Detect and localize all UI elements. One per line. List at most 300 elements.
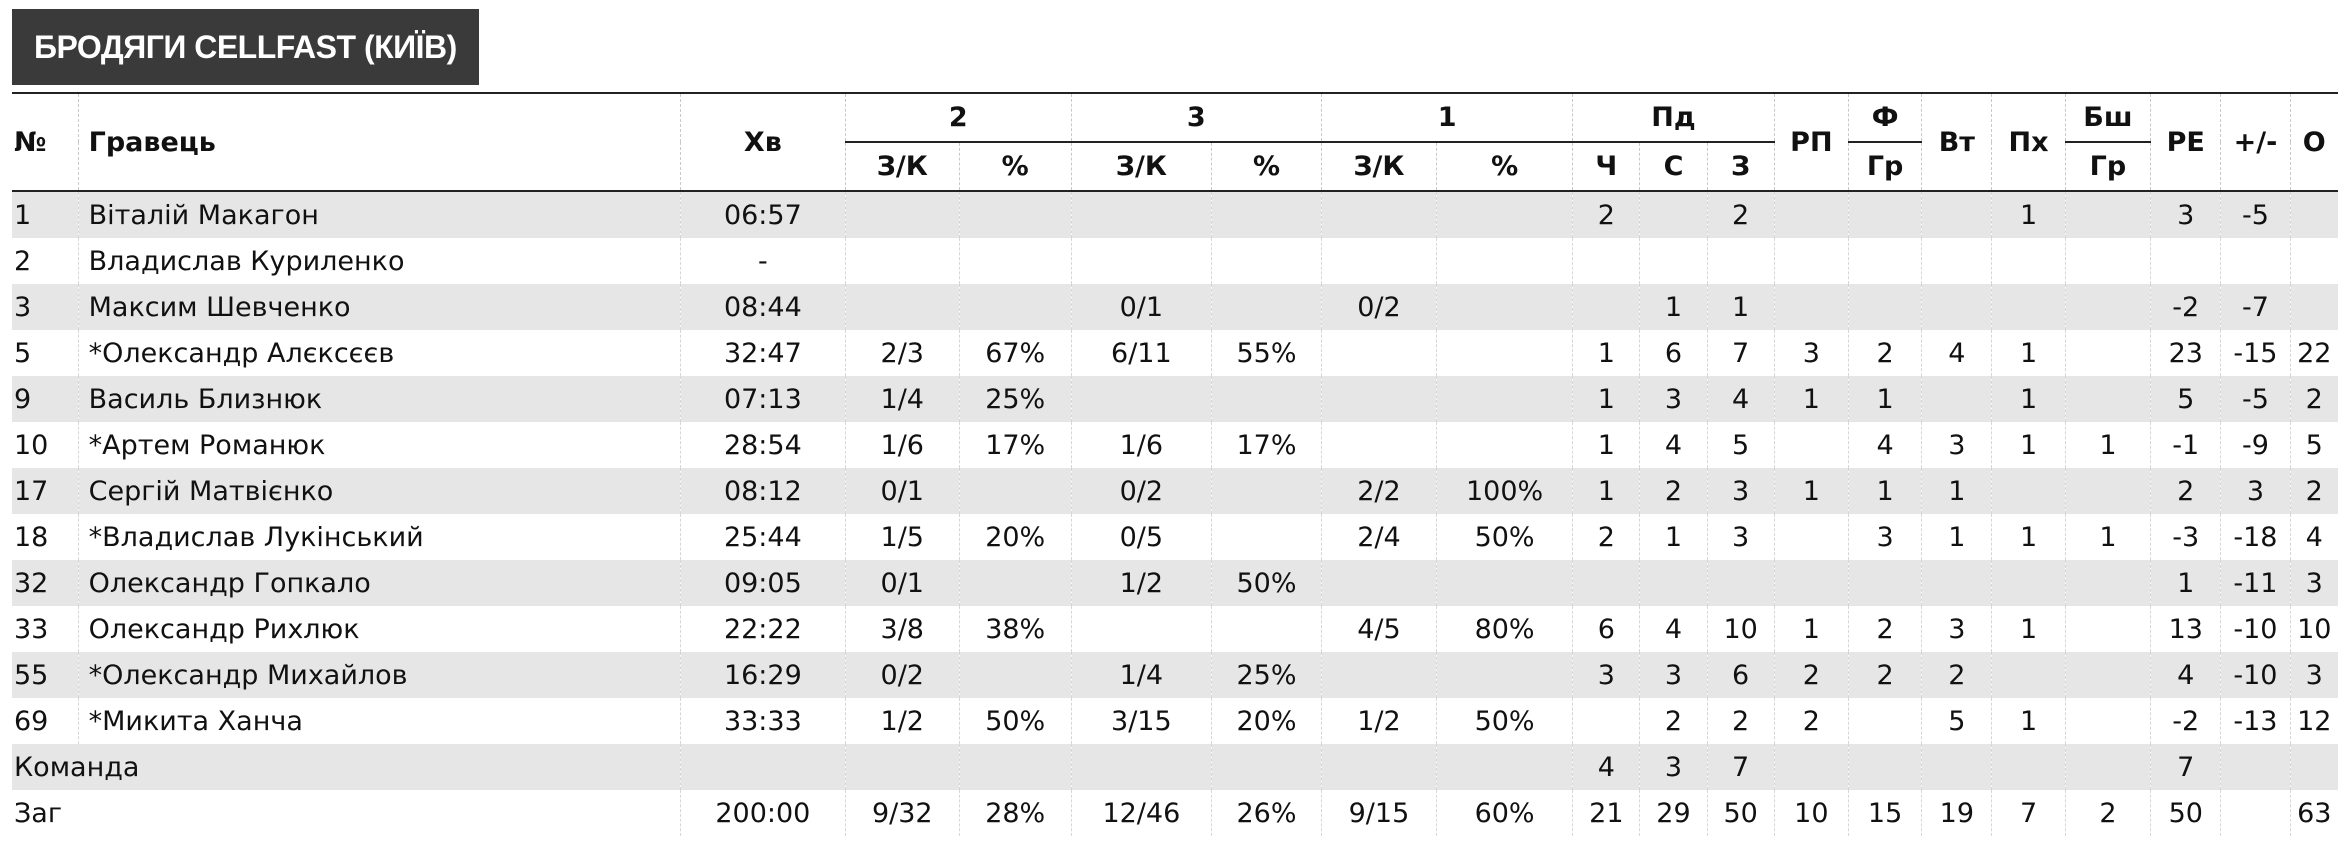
stat-pf: 1 — [1848, 376, 1921, 422]
stat-ft — [1321, 330, 1436, 376]
stat-fg2p — [959, 468, 1071, 514]
table-body — [12, 191, 2338, 836]
stat-stl: 7 — [1992, 790, 2065, 836]
stat-blk: 2 — [2065, 790, 2150, 836]
stat-pts: 5 — [2290, 422, 2338, 468]
player-row — [12, 284, 2338, 330]
stat-fg2p — [959, 744, 1071, 790]
stat-eff: 7 — [2151, 744, 2221, 790]
stat-blk — [2065, 330, 2150, 376]
player-row — [12, 652, 2338, 698]
player-number: 10 — [12, 422, 78, 468]
stat-fg2p — [959, 191, 1071, 238]
stat-fg2: 0/1 — [845, 560, 959, 606]
stat-fg3p — [1212, 744, 1322, 790]
stat-pts: 22 — [2290, 330, 2338, 376]
stat-fg2: 3/8 — [845, 606, 959, 652]
stat-oreb — [1573, 560, 1640, 606]
stat-to — [1922, 744, 1992, 790]
stat-eff: -3 — [2151, 514, 2221, 560]
stat-fg2p — [959, 652, 1071, 698]
stat-ftp — [1436, 744, 1572, 790]
stat-ftp — [1436, 560, 1572, 606]
stat-stl: 1 — [1992, 698, 2065, 744]
stat-dreb: 3 — [1640, 376, 1707, 422]
col-reb-s: С — [1640, 142, 1707, 191]
stat-oreb: 1 — [1573, 330, 1640, 376]
stat-ft — [1321, 376, 1436, 422]
stat-eff: 2 — [2151, 468, 2221, 514]
player-number: 17 — [12, 468, 78, 514]
stat-eff: 1 — [2151, 560, 2221, 606]
col-reb-ch: Ч — [1573, 142, 1640, 191]
stat-pf: 4 — [1848, 422, 1921, 468]
col-min: Хв — [680, 93, 845, 191]
stat-oreb: 1 — [1573, 422, 1640, 468]
stat-blk — [2065, 238, 2150, 284]
stat-oreb: 3 — [1573, 652, 1640, 698]
stat-pf — [1848, 191, 1921, 238]
stat-pts: 3 — [2290, 560, 2338, 606]
stat-pm: -5 — [2221, 191, 2290, 238]
stat-oreb: 1 — [1573, 468, 1640, 514]
stat-pm — [2221, 790, 2290, 836]
stat-eff: -2 — [2151, 284, 2221, 330]
stat-to: 4 — [1922, 330, 1992, 376]
stat-fg2: 0/1 — [845, 468, 959, 514]
stat-min — [680, 744, 845, 790]
col-ft-made-att: З/К — [1321, 142, 1436, 191]
col-3pt-made-att: З/К — [1071, 142, 1211, 191]
stat-ftp — [1436, 330, 1572, 376]
stat-reb: 2 — [1707, 698, 1774, 744]
stat-blk — [2065, 284, 2150, 330]
stat-pm: -7 — [2221, 284, 2290, 330]
stat-blk — [2065, 606, 2150, 652]
col-group-bsh: Бш — [2065, 93, 2150, 142]
stat-ft: 9/15 — [1321, 790, 1436, 836]
player-number: 18 — [12, 514, 78, 560]
stat-pm — [2221, 238, 2290, 284]
stat-min: 08:12 — [680, 468, 845, 514]
stat-fg3 — [1071, 191, 1211, 238]
player-number: 1 — [12, 191, 78, 238]
stat-reb — [1707, 560, 1774, 606]
stat-ft — [1321, 191, 1436, 238]
stat-dreb: 3 — [1640, 744, 1707, 790]
table-header — [12, 93, 2338, 191]
stat-ast: 10 — [1774, 790, 1848, 836]
stat-fg2p: 50% — [959, 698, 1071, 744]
player-number: 5 — [12, 330, 78, 376]
stat-to — [1922, 284, 1992, 330]
stat-min: 32:47 — [680, 330, 845, 376]
stat-ast: 3 — [1774, 330, 1848, 376]
stat-ftp: 50% — [1436, 514, 1572, 560]
stat-pts — [2290, 744, 2338, 790]
stat-fg2p: 67% — [959, 330, 1071, 376]
stat-eff: -1 — [2151, 422, 2221, 468]
player-name[interactable]: *Олександр Алєксєєв — [78, 330, 680, 376]
stat-fg3 — [1071, 744, 1211, 790]
col-vt: Вт — [1922, 93, 1992, 191]
stat-oreb — [1573, 698, 1640, 744]
stat-fg2p — [959, 238, 1071, 284]
stat-to: 3 — [1922, 422, 1992, 468]
stat-ftp — [1436, 376, 1572, 422]
stat-to — [1922, 560, 1992, 606]
stat-min: 09:05 — [680, 560, 845, 606]
stat-pf: 1 — [1848, 468, 1921, 514]
stat-dreb: 2 — [1640, 468, 1707, 514]
col-group-ft: 1 — [1321, 93, 1572, 142]
stat-pf — [1848, 744, 1921, 790]
stat-blk: 1 — [2065, 514, 2150, 560]
stat-fg3: 12/46 — [1071, 790, 1211, 836]
player-row — [12, 514, 2338, 560]
stat-reb: 10 — [1707, 606, 1774, 652]
stat-fg3: 1/2 — [1071, 560, 1211, 606]
stat-pts — [2290, 238, 2338, 284]
stat-oreb — [1573, 238, 1640, 284]
stat-min: 07:13 — [680, 376, 845, 422]
stat-fg3p: 25% — [1212, 652, 1322, 698]
col-points: О — [2290, 93, 2338, 191]
col-group-3pt: 3 — [1071, 93, 1321, 142]
stat-fg3 — [1071, 238, 1211, 284]
stat-ft: 4/5 — [1321, 606, 1436, 652]
stat-stl — [1992, 284, 2065, 330]
stat-pts — [2290, 191, 2338, 238]
stat-reb: 6 — [1707, 652, 1774, 698]
stat-ast: 2 — [1774, 698, 1848, 744]
stat-pm: -10 — [2221, 606, 2290, 652]
player-row — [12, 560, 2338, 606]
stat-fg3p: 17% — [1212, 422, 1322, 468]
stat-min: 22:22 — [680, 606, 845, 652]
stat-to — [1922, 238, 1992, 284]
stat-fg3p — [1212, 238, 1322, 284]
col-group-2pt: 2 — [845, 93, 1071, 142]
stat-pf — [1848, 284, 1921, 330]
player-name[interactable]: Сергій Матвієнко — [78, 468, 680, 514]
player-row — [12, 468, 2338, 514]
team-row — [12, 744, 2338, 790]
stat-stl: 1 — [1992, 191, 2065, 238]
stat-fg2p — [959, 284, 1071, 330]
stat-ftp — [1436, 191, 1572, 238]
player-number: 2 — [12, 238, 78, 284]
player-row — [12, 698, 2338, 744]
stat-fg2 — [845, 284, 959, 330]
stat-fg2: 1/5 — [845, 514, 959, 560]
stat-eff: 23 — [2151, 330, 2221, 376]
stat-to: 3 — [1922, 606, 1992, 652]
stat-ftp — [1436, 652, 1572, 698]
stat-oreb: 4 — [1573, 744, 1640, 790]
stat-to: 19 — [1922, 790, 1992, 836]
player-row — [12, 191, 2338, 238]
stat-pm: -13 — [2221, 698, 2290, 744]
stat-reb: 7 — [1707, 744, 1774, 790]
stat-ft: 2/4 — [1321, 514, 1436, 560]
stat-ft: 0/2 — [1321, 284, 1436, 330]
stat-pm: -9 — [2221, 422, 2290, 468]
stat-pm — [2221, 744, 2290, 790]
stat-min: 06:57 — [680, 191, 845, 238]
stat-dreb — [1640, 238, 1707, 284]
stat-stl — [1992, 560, 2065, 606]
stat-fg3: 6/11 — [1071, 330, 1211, 376]
stat-ft — [1321, 744, 1436, 790]
stat-fg2p: 17% — [959, 422, 1071, 468]
stat-pts: 63 — [2290, 790, 2338, 836]
stat-pm: -11 — [2221, 560, 2290, 606]
stat-pts — [2290, 284, 2338, 330]
stat-dreb: 1 — [1640, 514, 1707, 560]
stat-reb: 1 — [1707, 284, 1774, 330]
stat-eff: 5 — [2151, 376, 2221, 422]
stat-blk — [2065, 560, 2150, 606]
stat-fg2 — [845, 238, 959, 284]
stat-min: - — [680, 238, 845, 284]
stat-pf: 2 — [1848, 652, 1921, 698]
stat-fg2: 1/2 — [845, 698, 959, 744]
stat-ast — [1774, 514, 1848, 560]
stat-fg3p: 55% — [1212, 330, 1322, 376]
col-foul-gr: Гр — [1848, 142, 1921, 191]
player-name[interactable]: Владислав Куриленко — [78, 238, 680, 284]
stat-ftp: 60% — [1436, 790, 1572, 836]
stat-pm: -18 — [2221, 514, 2290, 560]
col-group-foul: Ф — [1848, 93, 1921, 142]
stat-min: 200:00 — [680, 790, 845, 836]
stat-dreb: 3 — [1640, 652, 1707, 698]
stat-dreb: 4 — [1640, 422, 1707, 468]
stat-pm: 3 — [2221, 468, 2290, 514]
stat-ft — [1321, 560, 1436, 606]
player-row — [12, 238, 2338, 284]
stat-ftp — [1436, 238, 1572, 284]
stat-pm: -15 — [2221, 330, 2290, 376]
col-bsh-gr: Гр — [2065, 142, 2150, 191]
stat-eff: 50 — [2151, 790, 2221, 836]
stat-blk — [2065, 698, 2150, 744]
stat-min: 33:33 — [680, 698, 845, 744]
player-name[interactable]: *Артем Романюк — [78, 422, 680, 468]
stat-fg2: 2/3 — [845, 330, 959, 376]
stat-stl: 1 — [1992, 514, 2065, 560]
row-label: Заг — [12, 790, 680, 836]
stat-ftp: 80% — [1436, 606, 1572, 652]
stat-pf: 2 — [1848, 330, 1921, 376]
col-num: № — [14, 126, 47, 158]
stat-min: 16:29 — [680, 652, 845, 698]
stat-fg3p — [1212, 514, 1322, 560]
player-number: 69 — [12, 698, 78, 744]
stat-to: 2 — [1922, 652, 1992, 698]
stat-pf: 3 — [1848, 514, 1921, 560]
stat-dreb: 6 — [1640, 330, 1707, 376]
stat-fg3p — [1212, 376, 1322, 422]
player-name[interactable]: Олександр Рихлюк — [78, 606, 680, 652]
player-row — [12, 606, 2338, 652]
stat-stl: 1 — [1992, 330, 2065, 376]
stat-stl — [1992, 238, 2065, 284]
stat-ast — [1774, 744, 1848, 790]
stat-dreb: 29 — [1640, 790, 1707, 836]
stat-reb: 3 — [1707, 468, 1774, 514]
stat-min: 28:54 — [680, 422, 845, 468]
stat-fg3p: 26% — [1212, 790, 1322, 836]
stat-fg2 — [845, 191, 959, 238]
stat-fg3: 0/2 — [1071, 468, 1211, 514]
stat-fg2p — [959, 560, 1071, 606]
player-name[interactable]: Віталій Макагон — [78, 191, 680, 238]
stat-stl — [1992, 652, 2065, 698]
player-name[interactable]: Максим Шевченко — [78, 284, 680, 330]
stat-pf — [1848, 560, 1921, 606]
stat-stl — [1992, 468, 2065, 514]
col-reb-z: З — [1707, 142, 1774, 191]
stat-fg3p: 20% — [1212, 698, 1322, 744]
stat-oreb: 6 — [1573, 606, 1640, 652]
stat-pts: 4 — [2290, 514, 2338, 560]
stat-reb — [1707, 238, 1774, 284]
stat-pts: 12 — [2290, 698, 2338, 744]
stat-pts: 3 — [2290, 652, 2338, 698]
player-name[interactable]: *Владислав Лукінський — [78, 514, 680, 560]
stat-fg2: 1/4 — [845, 376, 959, 422]
stat-eff: 3 — [2151, 191, 2221, 238]
stat-ftp: 50% — [1436, 698, 1572, 744]
stat-pts: 2 — [2290, 468, 2338, 514]
box-score-table — [12, 92, 2338, 836]
stat-ast: 1 — [1774, 468, 1848, 514]
stat-ftp — [1436, 422, 1572, 468]
stat-fg3p — [1212, 191, 1322, 238]
stat-pts: 10 — [2290, 606, 2338, 652]
stat-fg3: 1/4 — [1071, 652, 1211, 698]
stat-pf: 2 — [1848, 606, 1921, 652]
stat-reb: 50 — [1707, 790, 1774, 836]
stat-fg2: 9/32 — [845, 790, 959, 836]
stat-min: 08:44 — [680, 284, 845, 330]
stat-stl: 1 — [1992, 606, 2065, 652]
col-px: Пх — [1992, 93, 2065, 191]
stat-eff: 13 — [2151, 606, 2221, 652]
stat-blk — [2065, 191, 2150, 238]
stat-pf — [1848, 238, 1921, 284]
row-label: Команда — [12, 744, 680, 790]
stat-fg3: 1/6 — [1071, 422, 1211, 468]
col-3pt-pct: % — [1212, 142, 1322, 191]
stat-blk — [2065, 468, 2150, 514]
player-number: 55 — [12, 652, 78, 698]
stat-to — [1922, 191, 1992, 238]
stat-ast: 1 — [1774, 606, 1848, 652]
stat-oreb: 21 — [1573, 790, 1640, 836]
player-number: 9 — [12, 376, 78, 422]
player-row — [12, 422, 2338, 468]
stat-ft — [1321, 652, 1436, 698]
stat-to: 1 — [1922, 514, 1992, 560]
player-name[interactable]: *Олександр Михайлов — [78, 652, 680, 698]
stat-oreb: 1 — [1573, 376, 1640, 422]
stat-to — [1922, 376, 1992, 422]
player-row — [12, 376, 2338, 422]
stat-reb: 5 — [1707, 422, 1774, 468]
stat-to: 1 — [1922, 468, 1992, 514]
stat-fg3 — [1071, 376, 1211, 422]
stat-reb: 7 — [1707, 330, 1774, 376]
stat-blk — [2065, 744, 2150, 790]
stat-ast: 2 — [1774, 652, 1848, 698]
stat-pts: 2 — [2290, 376, 2338, 422]
player-number: 32 — [12, 560, 78, 606]
stat-eff: -2 — [2151, 698, 2221, 744]
stat-fg2p: 25% — [959, 376, 1071, 422]
stat-oreb: 2 — [1573, 191, 1640, 238]
stat-stl — [1992, 744, 2065, 790]
stat-fg2: 1/6 — [845, 422, 959, 468]
player-row — [12, 330, 2338, 376]
stat-stl: 1 — [1992, 376, 2065, 422]
stat-pm: -5 — [2221, 376, 2290, 422]
stat-fg3: 3/15 — [1071, 698, 1211, 744]
col-group-reb: Пд — [1573, 93, 1774, 142]
stat-blk — [2065, 376, 2150, 422]
stat-fg2: 0/2 — [845, 652, 959, 698]
col-pe: РЕ — [2151, 93, 2221, 191]
stat-fg3p — [1212, 468, 1322, 514]
stat-ftp: 100% — [1436, 468, 1572, 514]
totals-row — [12, 790, 2338, 836]
stat-ast — [1774, 422, 1848, 468]
stat-fg3p — [1212, 606, 1322, 652]
stat-ast: 1 — [1774, 376, 1848, 422]
stat-fg3 — [1071, 606, 1211, 652]
stat-to: 5 — [1922, 698, 1992, 744]
player-name[interactable]: *Микита Ханча — [78, 698, 680, 744]
stat-pf — [1848, 698, 1921, 744]
player-name[interactable]: Василь Близнюк — [78, 376, 680, 422]
stat-ft — [1321, 238, 1436, 284]
stat-ast — [1774, 284, 1848, 330]
stat-reb: 2 — [1707, 191, 1774, 238]
stat-pf: 15 — [1848, 790, 1921, 836]
stat-ast — [1774, 238, 1848, 284]
stat-dreb: 2 — [1640, 698, 1707, 744]
player-number: 3 — [12, 284, 78, 330]
col-player: Гравець — [78, 93, 680, 191]
col-rp: РП — [1774, 93, 1848, 191]
stat-reb: 3 — [1707, 514, 1774, 560]
stat-blk: 1 — [2065, 422, 2150, 468]
stat-eff: 4 — [2151, 652, 2221, 698]
stat-pm: -10 — [2221, 652, 2290, 698]
stat-fg3: 0/1 — [1071, 284, 1211, 330]
col-ft-pct: % — [1436, 142, 1572, 191]
stat-fg3p — [1212, 284, 1322, 330]
stat-oreb — [1573, 284, 1640, 330]
player-number: 33 — [12, 606, 78, 652]
player-name[interactable]: Олександр Гопкало — [78, 560, 680, 606]
stat-ft: 2/2 — [1321, 468, 1436, 514]
stat-fg2p: 20% — [959, 514, 1071, 560]
stat-fg3: 0/5 — [1071, 514, 1211, 560]
stat-eff — [2151, 238, 2221, 284]
